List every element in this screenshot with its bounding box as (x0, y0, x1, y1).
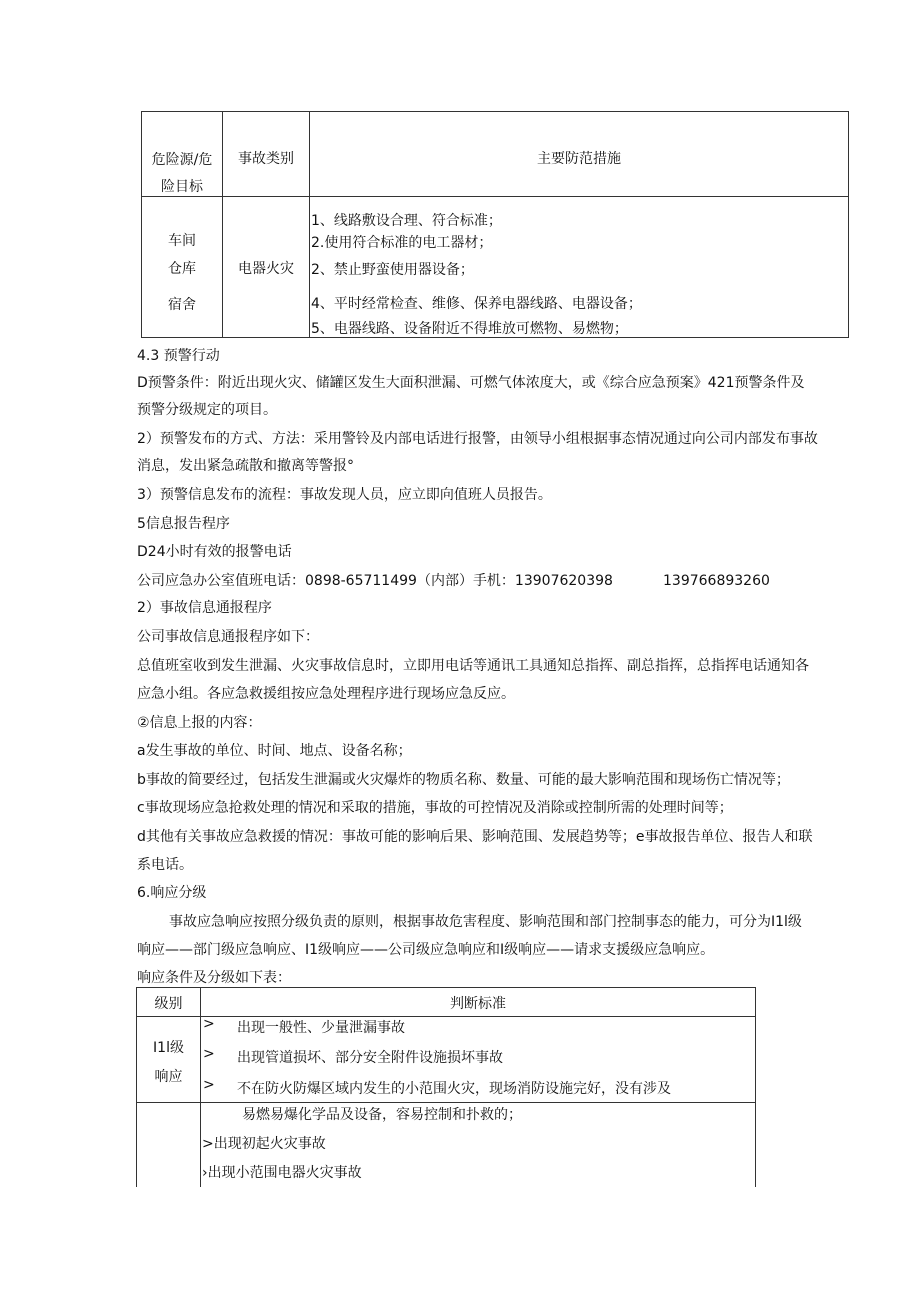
notify-procedure-intro: 公司事故信息通报程序如下： (137, 629, 319, 645)
alarm-phone-title: D24小时有效的报警电话 (137, 544, 292, 560)
criteria-item-5: ›出现小范围电器火灾事故 (202, 1165, 362, 1181)
warning-release-line1: 2）预警发布的方式、方法：采用警铃及内部电话进行报警，由领导小组根据事态情况通过向公司内部发布事故 (137, 431, 818, 447)
bullet-marker-icon: > (203, 1077, 215, 1093)
report-item-b: b事故的简要经过，包括发生泄漏或火灾爆炸的物质名称、数量、可能的最大影响范围和现场伤亡情况等； (137, 772, 790, 788)
location-warehouse: 仓库 (168, 261, 196, 277)
location-dormitory: 宿舍 (168, 297, 196, 313)
notify-procedure-line1: 总值班室收到发生泄漏、火灾事故信息时，立即用电话等通讯工具通知总指挥、副总指挥，总指挥电话通知各 (137, 658, 809, 674)
level-iii-line1: I1l级 (153, 1040, 184, 1056)
header-level: 级别 (154, 996, 183, 1012)
measure-1: 1、线路敷设合理、符合标准； (311, 213, 502, 229)
location-workshop: 车间 (168, 233, 196, 249)
criteria-item-3: 不在防火防爆区域内发生的小范围火灾，现场消防设施完好，没有涉及 (237, 1081, 671, 1097)
level-iii-line2: 响应 (154, 1069, 183, 1085)
warning-conditions-line2: 预警分级规定的项目。 (137, 402, 277, 418)
header-criteria: 判断标准 (450, 996, 506, 1012)
response-levels-line2: 响应——部门级应急响应、I1级响应——公司级应急响应和I级响应——请求支援级应急响应。 (137, 942, 715, 958)
bullet-marker-icon: > (203, 1016, 215, 1032)
measure-4: 4、平时经常检查、维修、保养电器线路、电器设备； (311, 296, 642, 312)
warning-flow: 3）预警信息发布的流程：事故发现人员，应立即向值班人员报告。 (137, 487, 552, 503)
header-accident-category: 事故类别 (238, 151, 294, 167)
report-content-title: ②信息上报的内容： (137, 715, 262, 731)
category-electrical-fire: 电器火灾 (238, 261, 294, 277)
notify-procedure-title: 2）事故信息通报程序 (137, 600, 272, 616)
report-item-d-line2: 系电话。 (137, 857, 193, 873)
response-levels-line1: 事故应急响应按照分级负责的原则，根据事故危害程度、影响范围和部门控制事态的能力，可分为I1l级 (169, 914, 802, 930)
mobile-number-2: 139766893260 (663, 573, 770, 589)
measure-3: 2、禁止野蛮使用器设备； (311, 262, 474, 278)
report-item-c: c事故现场应急抢救处理的情况和采取的措施，事故的可控情况及消除或控制所需的处理时间等； (137, 800, 733, 816)
warning-release-line2: 消息，发出紧急疏散和撤离等警报° (137, 458, 354, 474)
response-table-intro: 响应条件及分级如下表： (137, 970, 291, 986)
measure-5: 5、电器线路、设备附近不得堆放可燃物、易燃物； (311, 321, 628, 337)
bullet-marker-icon: > (203, 1046, 215, 1062)
criteria-item-2: 出现管道损坏、部分安全附件设施损坏事故 (237, 1050, 503, 1066)
criteria-item-3-cont: 易燃易爆化学品及设备，容易控制和扑救的； (242, 1107, 522, 1123)
warning-conditions-line1: D预警条件：附近出现火灾、储罐区发生大面积泄漏、可燃气体浓度大，或《综合应急预案》421预警条件及 (137, 375, 805, 391)
header-hazard-source-line2: 险目标 (161, 179, 203, 195)
duty-phone-line: 公司应急办公室值班电话：0898-65711499（内部）手机：13907620398 (137, 573, 613, 589)
notify-procedure-line2: 应急小组。各应急救援组按应急处理程序进行现场应急反应。 (137, 686, 515, 702)
criteria-item-4: >出现初起火灾事故 (202, 1136, 326, 1152)
section-6-heading: 6.响应分级 (137, 885, 207, 901)
report-item-a: a发生事故的单位、时间、地点、设备名称； (137, 743, 412, 759)
section-4-3-heading: 4.3 预警行动 (137, 348, 220, 364)
section-5-heading: 5信息报告程序 (137, 516, 230, 532)
criteria-item-1: 出现一般性、少量泄漏事故 (237, 1020, 405, 1036)
report-item-d-line1: d其他有关事故应急救援的情况：事故可能的影响后果、影响范围、发展趋势等；e事故报告单位、报告人和联 (137, 829, 813, 845)
header-prevention-measures: 主要防范措施 (537, 151, 621, 167)
header-hazard-source-line1: 危险源/危 (151, 152, 213, 168)
measure-2: 2.使用符合标准的电工器材； (311, 235, 493, 251)
